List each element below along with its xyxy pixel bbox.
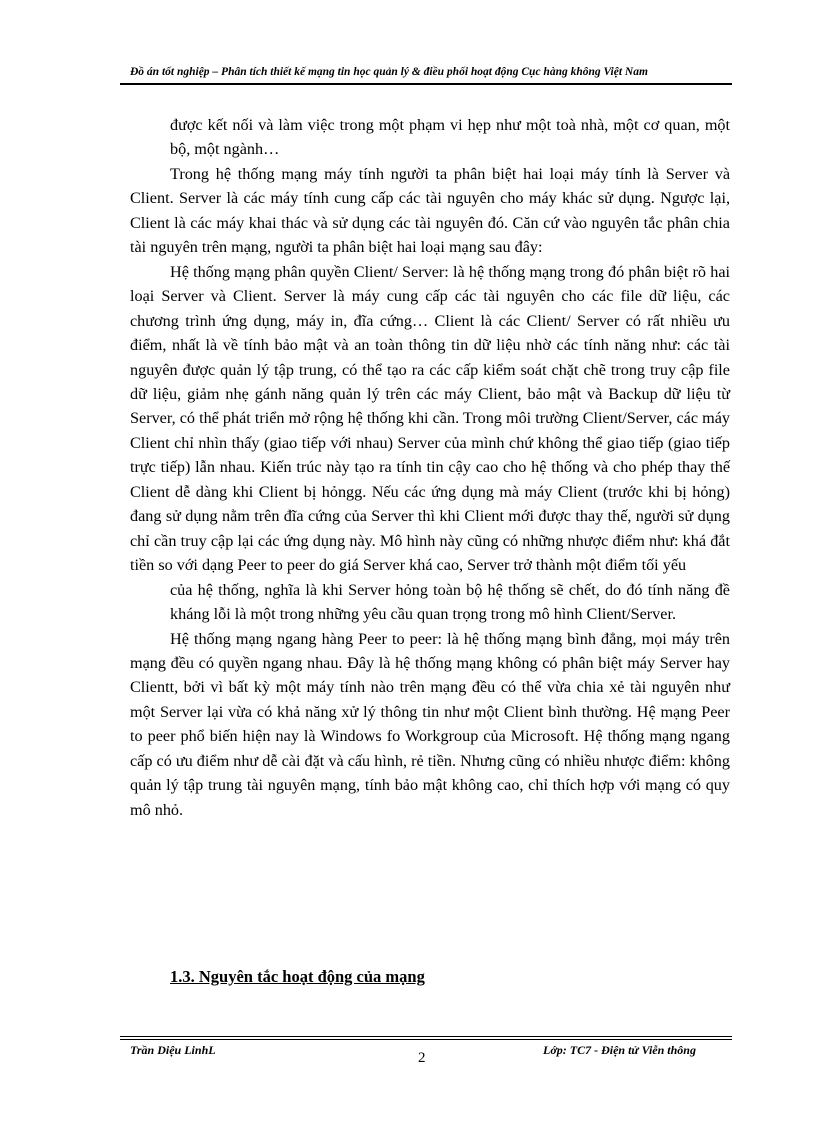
footer-class-info: Lớp: TC7 - Điện tử Viễn thông <box>543 1043 696 1057</box>
footer-rule-bottom <box>120 1039 732 1040</box>
footer-author: Trần Diệu LinhL <box>130 1043 216 1057</box>
header-rule <box>120 83 732 85</box>
footer-rule-top <box>120 1036 732 1037</box>
section-heading: 1.3. Nguyên tắc hoạt động của mạng <box>170 967 425 986</box>
document-body <box>130 113 730 822</box>
paragraph: Hệ thống mạng ngang hàng Peer to peer: là hệ thống mạng bình đẳng, mọi máy trên mạng đều có quyền ngang nhau. Đây là hệ thống mạng không có phân biệt máy Server hay Clientt, bởi vì bất kỳ một máy tính nào trên mạng đều có thể vừa chia xẻ tài nguyên như một Server lại vừa có khả năng xử lý thông tin như một Client bình thường. Hệ mạng Peer to peer phổ biến hiện nay là Windows fo Workgroup của Microsoft. Hệ thống mạng ngang cấp có ưu điểm như dễ cài đặt và cấu hình, rẻ tiền. Nhưng cũng có nhiều nhược điểm: không quản lý tập trung tài nguyên mạng, tính bảo mật không cao, chỉ thích hợp với mạng có quy mô nhỏ. <box>130 629 730 819</box>
page-number: 2 <box>418 1050 426 1066</box>
paragraph: được kết nối và làm việc trong một phạm vi hẹp như một toà nhà, một cơ quan, một bộ, một ngành… <box>170 116 730 159</box>
paragraph: Hệ thống mạng phân quyền Client/ Server: là hệ thống mạng trong đó phân biệt rõ hai loại Server và Client. Server là máy cung cấp các tài nguyên cho các file dữ liệu, các chương trình ứng dụng, máy in, đĩa cứng… Client là các Client/ Server có rất nhiều ưu điểm, nhất là về tính bảo mật và an toàn thông tin dữ liệu nhờ các tính năng như: các tài nguyên được quản lý tập trung, có thể tạo ra các cấp kiểm soát chặt chẽ trong truy cập file dữ liệu, giảm nhẹ gánh năng quản lý trên các máy Client, bảo mật và Backup dữ liệu từ Server, có thể phát triển mở rộng hệ thống khi cần. Trong môi trường Client/Server, các máy Client chỉ nhìn thấy (giao tiếp với nhau) Server của mình chứ không thể giao tiếp (giao tiếp trực tiếp) lẫn nhau. Kiến trúc này tạo ra tính tin cậy cao cho hệ thống và cho phép thay thế Client dễ dàng khi Client bị hỏngg. Nếu các ứng dụng mà máy Client (trước khi bị hỏng) đang sử dụng nằm trên đĩa cứng của Server thì khi Client mới được thay thế, người sử dụng chỉ cần truy cập lại các ứng dụng này. Mô hình này cũng có những nhược điểm như: khá đắt tiền so với dạng Peer to peer do giá Server khá cao, Server trở thành một điểm tối yếu <box>130 262 730 575</box>
paragraph: Trong hệ thống mạng máy tính người ta phân biệt hai loại máy tính là Server và Client. Server là các máy tính cung cấp các tài nguyên cho máy khác sử dụng. Ngược lại, Client là các máy khai thác và sử dụng các tài nguyên đó. Căn cứ vào nguyên tắc phân chia tài nguyên trên mạng, người ta phân biệt hai loại mạng sau đây: <box>130 164 730 257</box>
paragraph: của hệ thống, nghĩa là khi Server hỏng toàn bộ hệ thống sẽ chết, do đó tính năng đề kháng lỗi là một trong những yêu cầu quan trọng trong mô hình Client/Server. <box>170 580 730 624</box>
page-header-title: Đồ án tốt nghiệp – Phân tích thiết kế mạng tin học quản lý & điều phối hoạt động Cục hàng không Việt Nam <box>130 66 648 78</box>
